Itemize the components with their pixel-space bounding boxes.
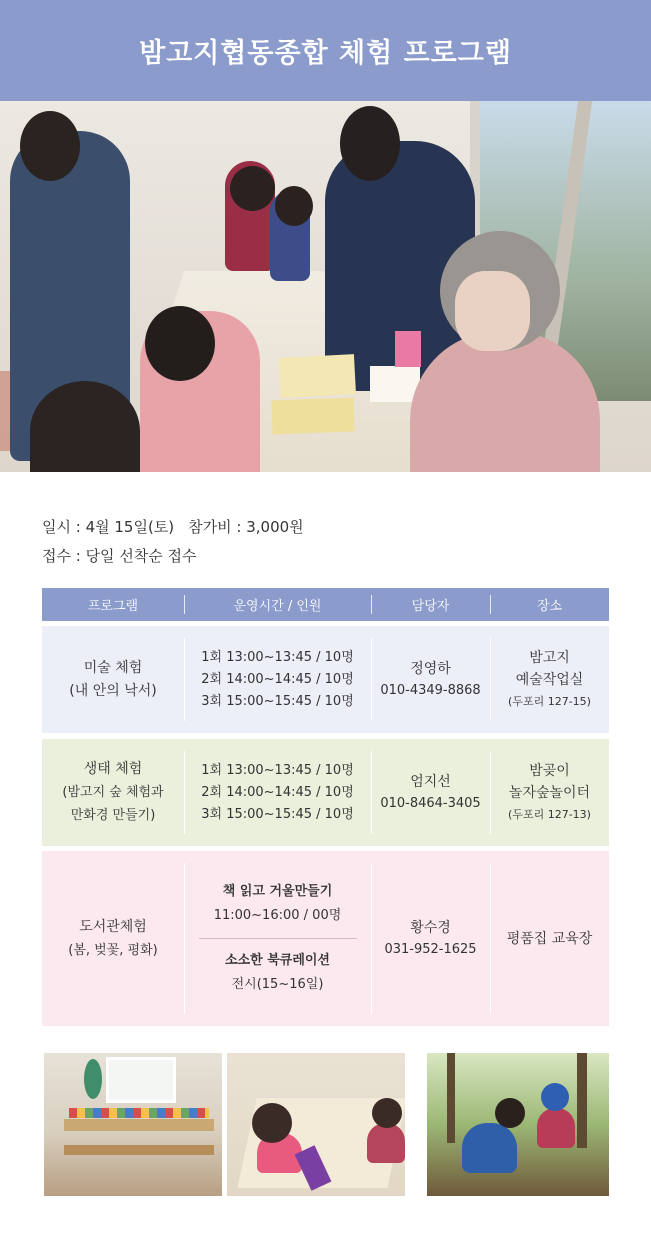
schedule-cell <box>184 851 371 1026</box>
place-name: 평품집 교육장 <box>506 930 593 947</box>
event-fee: 참가비 : 3,000원 <box>188 518 304 536</box>
person-phone: 031-952-1625 <box>384 941 477 957</box>
person-name: 황수경 <box>410 919 451 936</box>
person-phone: 010-4349-8868 <box>380 682 481 698</box>
session-time: 1회 13:00~13:45 / 10명 <box>201 649 354 665</box>
photo-kids-crafting <box>227 1053 405 1196</box>
hero-adult-head <box>20 111 80 181</box>
hero-elder-face <box>455 271 530 351</box>
photo-forest <box>427 1053 609 1196</box>
photo-child-head <box>252 1103 292 1143</box>
event-info <box>42 513 304 571</box>
person-phone: 010-8464-3405 <box>380 795 481 811</box>
header-place: 장소 <box>490 588 609 621</box>
person-name: 엄지선 <box>410 773 451 790</box>
photo-tree-trunk <box>447 1053 455 1143</box>
activity-title: 책 읽고 거울만들기 <box>222 884 333 899</box>
photo-art-studio <box>44 1053 222 1196</box>
session-time: 2회 14:00~14:45 / 10명 <box>201 671 354 687</box>
photo-child-cap <box>541 1083 569 1111</box>
table-header <box>42 588 609 621</box>
session-time: 1회 13:00~13:45 / 10명 <box>201 762 354 778</box>
session-time: 2회 14:00~14:45 / 10명 <box>201 784 354 800</box>
place-cell <box>490 851 609 1026</box>
program-subtitle: (밤고지 숲 체험과 <box>62 785 164 800</box>
photo-child-head <box>495 1098 525 1128</box>
program-cell <box>42 739 184 846</box>
place-name: 놀자숲놀이터 <box>508 784 591 801</box>
hero-book <box>271 398 354 435</box>
place-address: (두포리 127-15) <box>508 694 591 708</box>
info-line-1 <box>42 513 304 542</box>
page-header <box>0 0 651 101</box>
hero-photo <box>0 101 651 472</box>
table-row <box>42 851 609 1026</box>
photo-supplies <box>69 1108 209 1118</box>
program-subtitle: (봄, 벚꽃, 평화) <box>68 942 158 958</box>
page-title: 밤고지협동종합 체험 프로그램 <box>139 38 512 69</box>
photo-child-body <box>367 1123 405 1163</box>
photo-shelf <box>64 1119 214 1131</box>
hero-child-head <box>230 166 275 211</box>
place-address: (두포리 127-13) <box>508 807 591 821</box>
photo-table <box>64 1145 214 1155</box>
photo-window <box>106 1057 176 1103</box>
photo-child-head <box>372 1098 402 1128</box>
hero-child-head <box>30 381 140 472</box>
place-cell <box>490 739 609 846</box>
hero-cards <box>395 331 421 367</box>
activity-divider <box>199 938 357 939</box>
session-time: 3회 15:00~15:45 / 10명 <box>201 806 354 822</box>
photo-decoration <box>84 1059 102 1099</box>
program-cell <box>42 851 184 1026</box>
place-cell <box>490 626 609 733</box>
header-person: 담당자 <box>371 588 490 621</box>
place-name: 밤곶이 <box>529 762 570 779</box>
header-program: 프로그램 <box>87 599 139 614</box>
program-cell <box>42 626 184 733</box>
hero-book <box>279 354 356 398</box>
activity-title: 소소한 북큐레이션 <box>225 953 330 968</box>
table-row <box>42 626 609 733</box>
table-row <box>42 739 609 846</box>
program-subtitle: (내 안의 낙서) <box>69 682 157 699</box>
program-name: 도서관체험 <box>79 918 147 935</box>
person-name: 정영하 <box>410 660 451 677</box>
session-time: 3회 15:00~15:45 / 10명 <box>201 693 354 709</box>
person-cell <box>371 851 490 1026</box>
hero-child-head <box>275 186 313 226</box>
photo-child-body <box>537 1108 575 1148</box>
person-cell <box>371 626 490 733</box>
photo-child-body <box>462 1123 517 1173</box>
program-name: 미술 체험 <box>83 659 143 676</box>
schedule-cell <box>184 626 371 733</box>
activity-detail: 전시(15~16일) <box>231 977 324 992</box>
program-subtitle: 만화경 만들기) <box>70 808 156 823</box>
person-cell <box>371 739 490 846</box>
event-reception: 접수 : 당일 선착순 접수 <box>42 547 197 565</box>
schedule-cell <box>184 739 371 846</box>
activity-detail: 11:00~16:00 / 00명 <box>213 908 342 923</box>
photo-tree-trunk <box>577 1053 587 1148</box>
place-name: 예술작업실 <box>515 671 584 688</box>
program-name: 생태 체험 <box>83 761 143 777</box>
hero-adult-head <box>340 106 400 181</box>
hero-child-head <box>145 306 215 381</box>
header-schedule: 운영시간 / 인원 <box>184 588 371 621</box>
event-date: 일시 : 4월 15일(토) <box>42 518 175 536</box>
place-name: 밤고지 <box>529 649 570 666</box>
